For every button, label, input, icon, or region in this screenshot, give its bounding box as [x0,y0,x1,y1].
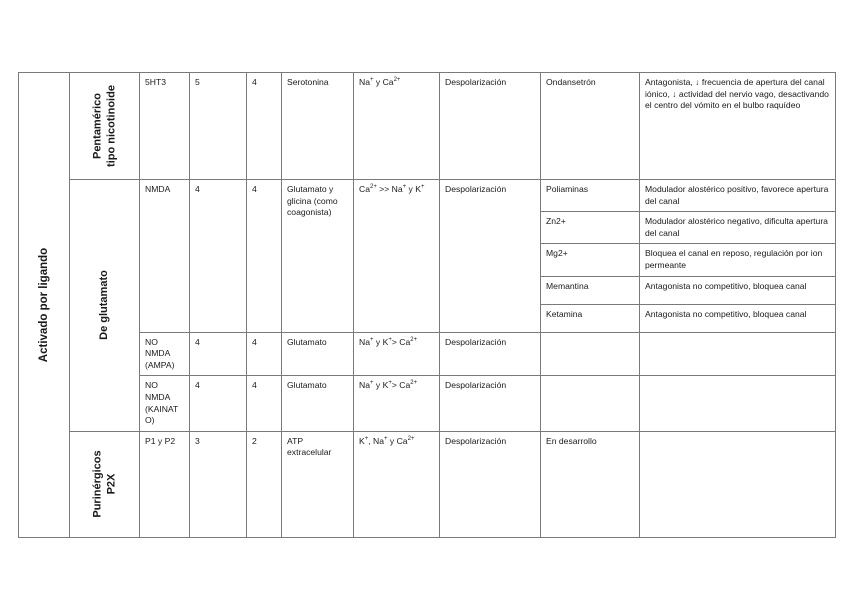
modulator-desc: Antagonista no competitivo, bloquea canal [640,304,836,332]
description-cell: Antagonista, ↓ frecuencia de apertura del canal iónico, ↓ actividad del nervio vago, desactivando el centro del vómito en el bulbo raquídeo [640,73,836,180]
count-cell: 4 [190,180,247,333]
count-cell: 4 [190,376,247,431]
ligand-cell: Glutamato [282,376,354,431]
ion-cell: Na+ y $K^+> Ca^{2+}$ [354,376,440,431]
ligand-cell: Glutamato y glicina (como coagonista) [282,180,354,333]
count-cell: 4 [190,332,247,376]
family-label-glutamato: De glutamato [97,270,110,341]
drug-cell [541,376,640,431]
family-label-purinergicos: Purinérgicos P2X [90,450,117,518]
receptor-table [18,72,836,538]
count-cell: 4 [247,180,282,333]
table-row [19,332,836,376]
effect-cell: Despolarización [440,332,541,376]
family-cell-pentamerico [70,73,140,180]
family-label-pentamerico: Pentamérico tipo nicotinoide [90,85,117,167]
count-cell: 3 [190,431,247,537]
count-cell: 4 [247,376,282,431]
count-cell: 2 [247,431,282,537]
description-cell [640,431,836,537]
receptor-cell: P1 y P2 [140,431,190,537]
table-row [19,431,836,537]
receptor-cell: NO NMDA (KAINATO) [140,376,190,431]
modulator-name: Memantina [541,276,640,304]
modulator-name: Poliaminas [541,180,640,212]
modulator-name: Zn2+ [541,212,640,244]
ligand-cell: Serotonina [282,73,354,180]
description-cell [640,332,836,376]
ion-cell: Na+ y $K^+> Ca^{2+}$ [354,332,440,376]
family-cell-purinergicos [70,431,140,537]
modulator-desc: Modulador alostérico positivo, favorece apertura del canal [640,180,836,212]
effect-cell: Despolarización [440,180,541,333]
description-cell [640,376,836,431]
effect-cell: Despolarización [440,376,541,431]
ligand-cell: ATP extracelular [282,431,354,537]
ion-cell: $Ca^{2+} >> Na^+$ y K+ [354,180,440,333]
category-label: Activado por ligando [37,247,50,363]
family-cell-glutamato [70,180,140,432]
effect-cell: Despolarización [440,431,541,537]
receptor-cell: NMDA [140,180,190,333]
drug-cell [541,332,640,376]
ion-cell: Na+ y $Ca^{2+}$ [354,73,440,180]
table-row [19,180,836,212]
modulator-name: Ketamina [541,304,640,332]
count-cell: 4 [247,332,282,376]
receptor-cell: 5HT3 [140,73,190,180]
table-row [19,376,836,431]
count-cell: 5 [190,73,247,180]
modulator-desc: Bloquea el canal en reposo, regulación por ion permeante [640,244,836,276]
modulator-desc: Antagonista no competitivo, bloquea canal [640,276,836,304]
ion-cell: K+, Na+ y $Ca^{2+}$ [354,431,440,537]
table-row [19,73,836,180]
modulator-name: Mg2+ [541,244,640,276]
modulator-desc: Modulador alostérico negativo, dificulta apertura del canal [640,212,836,244]
drug-cell: Ondansetrón [541,73,640,180]
effect-cell: Despolarización [440,73,541,180]
receptor-cell: NO NMDA (AMPA) [140,332,190,376]
count-cell: 4 [247,73,282,180]
category-cell [19,73,70,538]
drug-cell: En desarrollo [541,431,640,537]
ligand-cell: Glutamato [282,332,354,376]
